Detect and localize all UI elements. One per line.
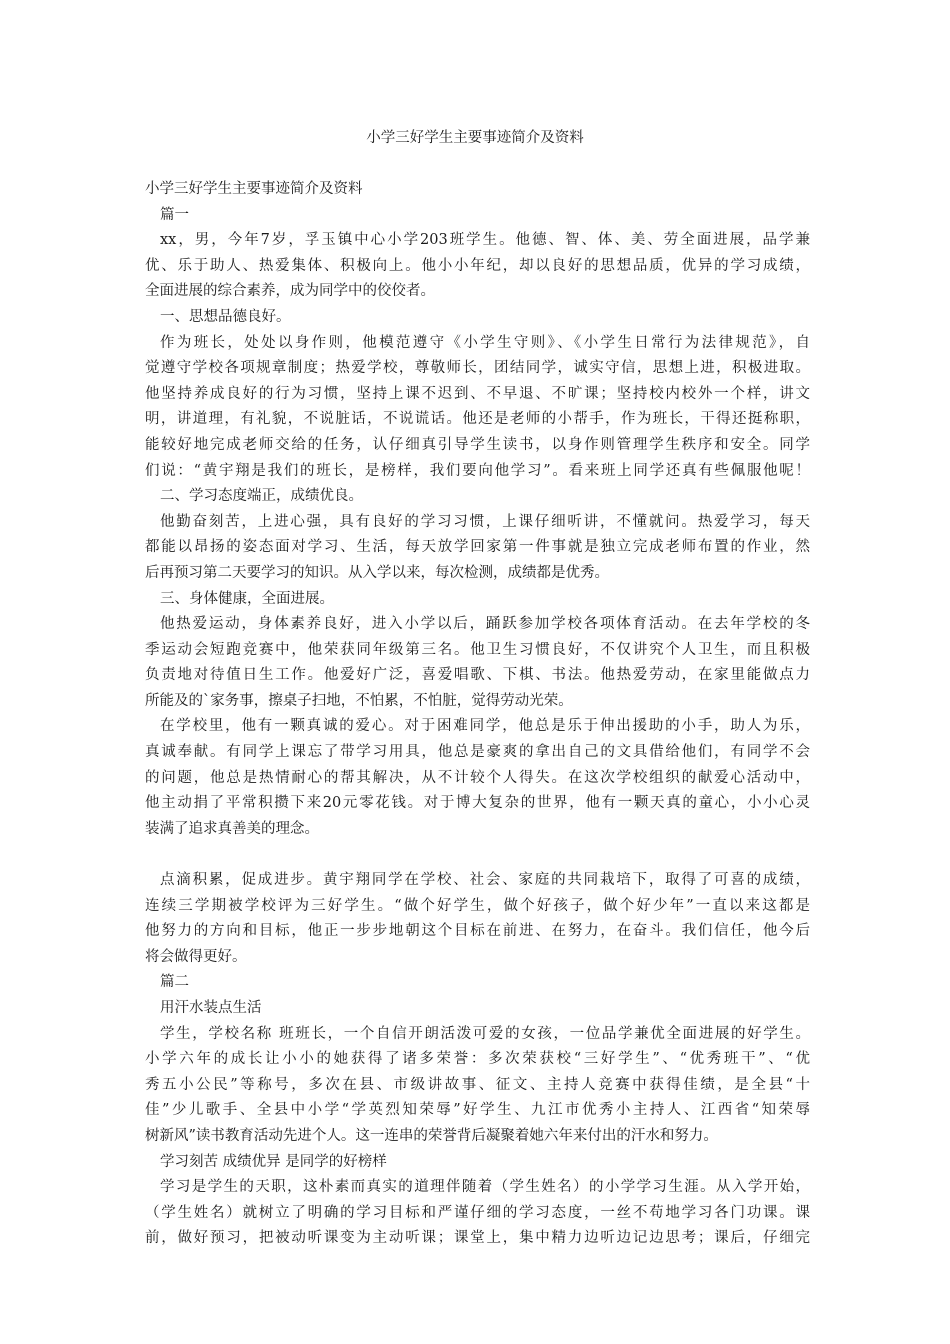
text-line: 觉遵守学校各项规章制度；热爱学校，尊敬师长，团结同学，诚实守信，思想上进，积极进取。 [145, 360, 810, 377]
text-line: 他主动捐了平常积攒下来20元零花钱。对于博大复杂的世界，他有一颗天真的童心，小小心灵 [145, 795, 810, 812]
text-line: 负责地对待值日生工作。他爱好广泛，喜爱唱歌、下棋、书法。他热爱劳动，在家里能做点力 [145, 667, 810, 684]
text-line: 所能及的`家务事，擦桌子扫地，不怕累，不怕脏，觉得劳动光荣。 [145, 692, 573, 709]
paragraph-lines [145, 203, 810, 1252]
text-line: 将会做得更好。 [145, 948, 247, 965]
text-line: 用汗水装点生活 [160, 1000, 262, 1016]
text-line: 全面进展的综合素养，成为同学中的佼佼者。 [145, 283, 435, 300]
text-line: 篇二 [160, 974, 189, 991]
text-line: 学习是学生的天职，这朴素而真实的道理伴随着（学生姓名）的小学学习生涯。从入学开始， [160, 1179, 810, 1196]
text-line: 点滴积累，促成进步。黄宇翔同学在学校、社会、家庭的共同栽培下，取得了可喜的成绩， [160, 872, 810, 889]
text-line: 的问题，他总是热情耐心的帮其解决，从不计较个人得失。在这次学校组织的献爱心活动中， [145, 769, 810, 786]
text-line: 前，做好预习，把被动听课变为主动听课；课堂上，集中精力边听边记边思考；课后，仔细完 [145, 1230, 810, 1247]
text-line: 二、学习态度端正，成绩优良。 [160, 488, 363, 505]
text-line: 后再预习第二天要学习的知识。从入学以来，每次检测，成绩都是优秀。 [145, 564, 609, 581]
text-line: 明，讲道理，有礼貌，不说脏话，不说谎话。他还是老师的小帮手，作为班长，干得还挺称职， [145, 411, 810, 428]
text-line: 一、思想品德良好。 [160, 308, 291, 325]
text-line: 三、身体健康，全面进展。 [160, 590, 334, 607]
text-line: 他努力的方向和目标，他正一步步地朝这个目标在前进、在努力，在奋斗。我们信任，他今后 [145, 923, 810, 940]
text-line: 篇一 [160, 206, 189, 223]
text-line: （学生姓名）就树立了明确的学习目标和严谨仔细的学习态度，一丝不苟地学习各门功课。课 [145, 1204, 810, 1221]
text-line: xx，男，今年7岁，孚玉镇中心小学203班学生。他德、智、体、美、劳全面进展，品学兼 [160, 232, 810, 249]
text-line: 学生，学校名称 班班长，一个自信开朗活泼可爱的女孩，一位品学兼优全面进展的好学生。 [160, 1025, 810, 1042]
text-line: 作为班长，处处以身作则，他模范遵守《小学生守则》、《小学生日常行为法律规范》，自 [160, 334, 810, 351]
text-line: 学习刻苦 成绩优异 是同学的好榜样 [160, 1153, 387, 1170]
text-line: 都能以昂扬的姿态面对学习、生活，每天放学回家第一件事就是独立完成老师布置的作业，然 [145, 539, 810, 556]
text-line: 连续三学期被学校评为三好学生。“做个好学生，做个好孩子，做个好少年”一直以来这都是 [145, 897, 810, 914]
document-subtitle: 小学三好学生主要事迹简介及资料 [145, 181, 363, 197]
document-body [145, 177, 810, 1252]
blank-line [145, 842, 810, 868]
text-line: 季运动会短跑竞赛中，他荣获同年级第三名。他卫生习惯良好，不仅讲究个人卫生，而且积极 [145, 641, 810, 658]
text-line: 树新风”读书教育活动先进个人。这一连串的荣誉背后凝聚着她六年来付出的汗水和努力。 [145, 1127, 718, 1144]
text-line: 优、乐于助人、热爱集体、积极向上。他小小年纪，却以良好的思想品质，优异的学习成绩， [145, 257, 810, 274]
text-line: 装满了追求真善美的理念。 [145, 820, 319, 837]
text-line: 能较好地完成老师交给的任务，认仔细真引导学生读书，以身作则管理学生秩序和安全。同学 [145, 436, 810, 453]
document-title: 小学三好学生主要事迹简介及资料 [366, 130, 584, 146]
text-line: 在学校里，他有一颗真诚的爱心。对于困难同学，他总是乐于伸出援助的小手，助人为乐， [160, 718, 810, 735]
text-line: 小学六年的成长让小小的她获得了诸多荣誉：多次荣获校“三好学生”、“优秀班干”、“优 [145, 1051, 810, 1068]
text-line: 他勤奋刻苦，上进心强，具有良好的学习习惯，上课仔细听讲，不懂就问。热爱学习，每天 [160, 513, 810, 530]
text-line: 秀五小公民”等称号，多次在县、市级讲故事、征文、主持人竞赛中获得佳绩，是全县“十 [145, 1076, 810, 1093]
text-line: 他坚持养成良好的行为习惯，坚持上课不迟到、不早退、不旷课；坚持校内校外一个样，讲文 [145, 385, 810, 402]
text-line: 真诚奉献。有同学上课忘了带学习用具，他总是豪爽的拿出自己的文具借给他们，有同学不会 [145, 744, 810, 761]
text-line: 他热爱运动，身体素养良好，进入小学以后，踊跃参加学校各项体育活动。在去年学校的冬 [160, 616, 810, 633]
text-line: 佳”少儿歌手、全县中小学“学英烈知荣辱”好学生、九江市优秀小主持人、江西省“知荣辱 [145, 1102, 810, 1119]
text-line: 们说：“黄宇翔是我们的班长，是榜样，我们要向他学习”。看来班上同学还真有些佩服他呢！ [145, 462, 810, 479]
